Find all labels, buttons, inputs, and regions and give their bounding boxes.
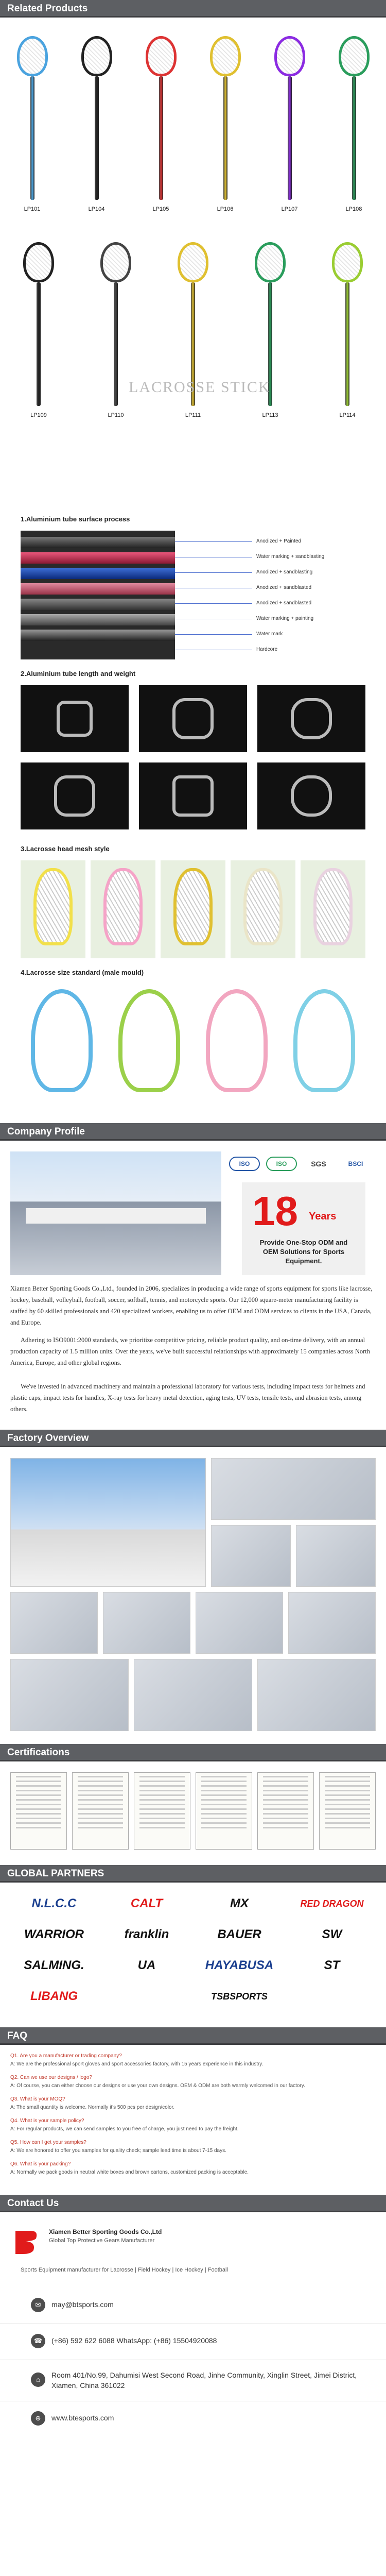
- factory-photo-6: [196, 1592, 283, 1654]
- faq-question: Q5. How can I get your samples?: [10, 2140, 86, 2145]
- lacrosse-shaft-image: [352, 76, 356, 200]
- mesh-styles-row: [21, 860, 371, 958]
- years-card: [242, 1182, 365, 1275]
- partner-logo: TSBSPORTS: [211, 1991, 268, 2002]
- partner-logo: RED DRAGON: [300, 1899, 364, 1909]
- lacrosse-head-image: [146, 36, 177, 76]
- company-paragraph-3: We've invested in advanced machinery and maintain a professional laboratory for various tests, including impact tests for helmets and plastic caps, impact tests for handles, X-ray tests for heavy metal detection, aging tests, UV tests, tensile tests, and abrasion tests, among others.: [10, 1383, 365, 1413]
- section-header-company: Company Profile: [0, 1123, 386, 1141]
- size-head-image: [21, 984, 103, 1103]
- section-header-contact: Contact Us: [0, 2195, 386, 2212]
- partner-logo: HAYABUSA: [205, 1958, 274, 1972]
- product-item[interactable]: [18, 242, 59, 428]
- factory-photo-10: [257, 1659, 376, 1731]
- lacrosse-head-image: [255, 242, 286, 282]
- partner-logo: franklin: [124, 1927, 169, 1941]
- contact-section: [0, 2195, 386, 2212]
- phone-icon: ☎: [31, 2334, 45, 2348]
- product-item[interactable]: [327, 242, 368, 428]
- process-title: 1.Aluminium tube surface process: [21, 515, 130, 523]
- mesh-head-image: [91, 860, 155, 958]
- tube-samples-image: [21, 531, 175, 659]
- section-header-certifications: Certifications: [0, 1744, 386, 1761]
- lacrosse-head-image: [210, 36, 241, 76]
- sgs-badge: SGS: [311, 1160, 326, 1168]
- product-item[interactable]: [250, 242, 291, 428]
- years-tagline: Provide One-Stop ODM and OEM Solutions for Sports Equipment.: [259, 1239, 348, 1265]
- mesh-head-image: [161, 860, 225, 958]
- office-photo: [10, 1151, 221, 1275]
- faq-question: Q3. What is your MOQ?: [10, 2096, 65, 2102]
- product-row-1: [0, 36, 386, 232]
- cert-row: [10, 1772, 376, 1855]
- section-header-faq: FAQ: [0, 2027, 386, 2045]
- faq-question: Q6. What is your packing?: [10, 2161, 71, 2167]
- product-item[interactable]: [205, 36, 246, 222]
- certificate-image: [257, 1772, 314, 1850]
- lacrosse-head-image: [178, 242, 208, 282]
- process-label: Water marking + sandblasting: [256, 554, 325, 560]
- product-code-label[interactable]: LP105: [152, 206, 169, 212]
- mesh-head-image: [231, 860, 295, 958]
- section-header-partners: GLOBAL PARTNERS: [0, 1865, 386, 1883]
- factory-photo-7: [288, 1592, 376, 1654]
- product-code-label[interactable]: LP109: [30, 412, 47, 418]
- contact-phone[interactable]: (+86) 592 622 6088 WhatsApp: (+86) 15504920088: [51, 2336, 217, 2345]
- partner-logo: [103, 1984, 190, 2009]
- years-label: Years: [309, 1211, 337, 1222]
- company-paragraph-2: Adhering to ISO9001:2000 standards, we prioritize competitive pricing, reliable product quality, and on-time delivery, with an annual production capacity of 1.5 million units. Over the years, we've built successful relationships with approximately 15 companies across North America, Europe, and other global regions.: [10, 1336, 370, 1366]
- product-code-label[interactable]: LP104: [88, 206, 105, 212]
- partner-logo: CALT: [130, 1896, 163, 1910]
- lacrosse-head-image: [339, 36, 370, 76]
- certificate-image: [10, 1772, 67, 1850]
- product-code-label[interactable]: LP108: [345, 206, 362, 212]
- company-logo: [10, 2226, 41, 2257]
- lacrosse-shaft-image: [288, 76, 292, 200]
- partner-logo: LIBANG: [30, 1989, 78, 2003]
- product-item[interactable]: [76, 36, 117, 222]
- partner-logo: BAUER: [217, 1927, 261, 1941]
- factory-section: [0, 1430, 386, 1447]
- product-item[interactable]: [12, 36, 53, 222]
- partner-logo: ST: [324, 1958, 340, 1972]
- lacrosse-head-image: [274, 36, 305, 76]
- product-item[interactable]: [172, 242, 214, 428]
- lacrosse-shaft-image: [223, 76, 227, 200]
- product-item[interactable]: [95, 242, 136, 428]
- partner-logo-grid: [10, 1891, 376, 2014]
- partner-logo: UA: [137, 1958, 156, 1972]
- mesh-head-image: [21, 860, 85, 958]
- faq-section: [0, 2027, 386, 2045]
- product-item[interactable]: [141, 36, 182, 222]
- contact-company-sub: Global Top Protective Gears Manufacturer: [49, 2238, 155, 2244]
- factory-photo-8: [10, 1659, 129, 1731]
- size-head-image: [196, 984, 278, 1103]
- section-header-related: Related Products: [0, 0, 386, 18]
- lacrosse-shaft-image: [114, 282, 118, 406]
- tube-title: 2.Aluminium tube length and weight: [21, 670, 136, 677]
- factory-photo-9: [134, 1659, 252, 1731]
- partner-logo: SW: [322, 1927, 342, 1941]
- partner-logo: WARRIOR: [24, 1927, 84, 1941]
- process-label: Water mark: [256, 631, 283, 637]
- factory-photo-3: [296, 1525, 376, 1587]
- faq-answer: A: Of course, you can either choose our designs or use your own designs. OEM & ODM are both warmly welcomed in our factory.: [10, 2083, 305, 2089]
- lacrosse-head-image: [100, 242, 131, 282]
- lacrosse-shaft-image: [345, 282, 349, 406]
- factory-photo-2: [211, 1525, 291, 1587]
- certs-section: [0, 1744, 386, 1761]
- head-title: 3.Lacrosse head mesh style: [21, 845, 110, 853]
- iso-badge-2: ISO: [266, 1157, 297, 1171]
- factory-photo-1: [211, 1458, 376, 1520]
- partner-logo: N.L.C.C: [31, 1896, 77, 1910]
- faq-answer: A: We are honored to offer you samples for quality check; sample lead time is about 7-15 days.: [10, 2148, 226, 2154]
- contact-website-link[interactable]: www.btesports.com: [51, 2414, 114, 2422]
- process-label: Anodized + sandblasting: [256, 569, 313, 575]
- lacrosse-head-image: [17, 36, 48, 76]
- partner-logo: SALMING.: [24, 1958, 84, 1972]
- product-item[interactable]: [269, 36, 310, 222]
- product-code-label[interactable]: LP114: [339, 412, 356, 418]
- size-head-image: [108, 984, 190, 1103]
- company-paragraph-1: Xiamen Better Sporting Goods Co.,Ltd., founded in 2006, specializes in producing a wide range of sports equipment for sports like lacrosse, hockey, baseball, volleyball, football, soccer, softball, tennis, and motorcycle sports. Our 12,000 square-meter manufacturing facility is staffed by 60 skilled professionals and 420 specialized workers, enabling us to offer OEM and ODM services to clients in the USA, Canada, and Europe.: [10, 1285, 373, 1326]
- product-code-label[interactable]: LP106: [217, 206, 234, 212]
- product-row-2: [0, 242, 386, 474]
- legend-connector: [175, 603, 252, 604]
- faq-list: [10, 2053, 376, 2187]
- contact-email-link[interactable]: may@btsports.com: [51, 2300, 114, 2309]
- legend-connector: [175, 541, 252, 542]
- partners-section: [0, 1865, 386, 1883]
- partner-logo: MX: [230, 1896, 249, 1910]
- lacrosse-shaft-image: [95, 76, 99, 200]
- faq-answer: A: Normally we pack goods in neutral white boxes and brown cartons, customized packing is acceptable.: [10, 2170, 249, 2175]
- contact-slogan: Sports Equipment manufacturer for Lacrosse | Field Hockey | Ice Hockey | Football: [21, 2267, 228, 2273]
- product-code-label[interactable]: LP110: [108, 412, 124, 418]
- process-label: Hardcore: [256, 647, 278, 652]
- product-code-label[interactable]: LP111: [185, 412, 201, 418]
- bsci-badge: BSCI: [348, 1160, 363, 1167]
- lacrosse-shaft-image: [159, 76, 163, 200]
- faq-question: Q4. What is your sample policy?: [10, 2118, 84, 2124]
- process-label: Anodized + Painted: [256, 538, 302, 544]
- cert-badges: [229, 1154, 378, 1175]
- tube-profiles-image: [21, 685, 365, 829]
- contact-address: Room 401/No.99, Dahumisi West Second Road, Jinhe Community, Xinglin Street, Jimei District, Xiamen, China 361022: [51, 2371, 357, 2389]
- certificate-image: [319, 1772, 376, 1850]
- faq-question: Q1. Are you a manufacturer or trading company?: [10, 2053, 122, 2059]
- lacrosse-shaft-image: [37, 282, 41, 406]
- process-label: Anodized + sandblasted: [256, 600, 312, 606]
- faq-answer: A: For regular products, we can send samples to you free of charge, you just need to pay the freight.: [10, 2126, 239, 2132]
- iso-badge-1: ISO: [229, 1157, 260, 1171]
- process-label: Anodized + sandblasted: [256, 585, 312, 590]
- lacrosse-head-image: [81, 36, 112, 76]
- mail-icon: ✉: [31, 2298, 45, 2312]
- certificate-image: [196, 1772, 252, 1850]
- lacrosse-head-image: [332, 242, 363, 282]
- years-number: 18: [252, 1188, 298, 1234]
- product-item[interactable]: [334, 36, 375, 222]
- size-heads-row: [21, 984, 371, 1103]
- product-code-label[interactable]: LP107: [281, 206, 298, 212]
- lacrosse-shaft-image: [30, 76, 34, 200]
- faq-answer: A: The small quantity is welcome. Normally it's 500 pcs per design/color.: [10, 2105, 175, 2110]
- lacrosse-stick-banner: LACROSSE STICK: [129, 379, 271, 396]
- process-legend: [175, 531, 371, 659]
- certificate-image: [134, 1772, 190, 1850]
- product-code-label[interactable]: LP113: [262, 412, 278, 418]
- factory-photo-4: [10, 1592, 98, 1654]
- process-label: Water marking + painting: [256, 616, 314, 621]
- faq-answer: A: We are the professional sport gloves and sport accessories factory, with 15 years experience in this industry.: [10, 2061, 264, 2067]
- globe-icon: ⊕: [31, 2411, 45, 2426]
- product-code-label[interactable]: LP101: [24, 206, 41, 212]
- mesh-head-image: [301, 860, 365, 958]
- lacrosse-head-image: [23, 242, 54, 282]
- legend-connector: [175, 572, 252, 573]
- factory-building-photo: [10, 1458, 206, 1587]
- location-icon: ⌂: [31, 2372, 45, 2387]
- legend-connector: [175, 634, 252, 635]
- factory-photo-5: [103, 1592, 190, 1654]
- section-header-factory: Factory Overview: [0, 1430, 386, 1447]
- related-products-section: [0, 0, 386, 18]
- size-head-image: [283, 984, 365, 1103]
- contact-company-name: Xiamen Better Sporting Goods Co.,Ltd: [49, 2228, 162, 2235]
- faq-question: Q2. Can we use our designs / logo?: [10, 2075, 92, 2080]
- certificate-image: [72, 1772, 129, 1850]
- company-section: [0, 1123, 386, 1141]
- size-title: 4.Lacrosse size standard (male mould): [21, 969, 144, 976]
